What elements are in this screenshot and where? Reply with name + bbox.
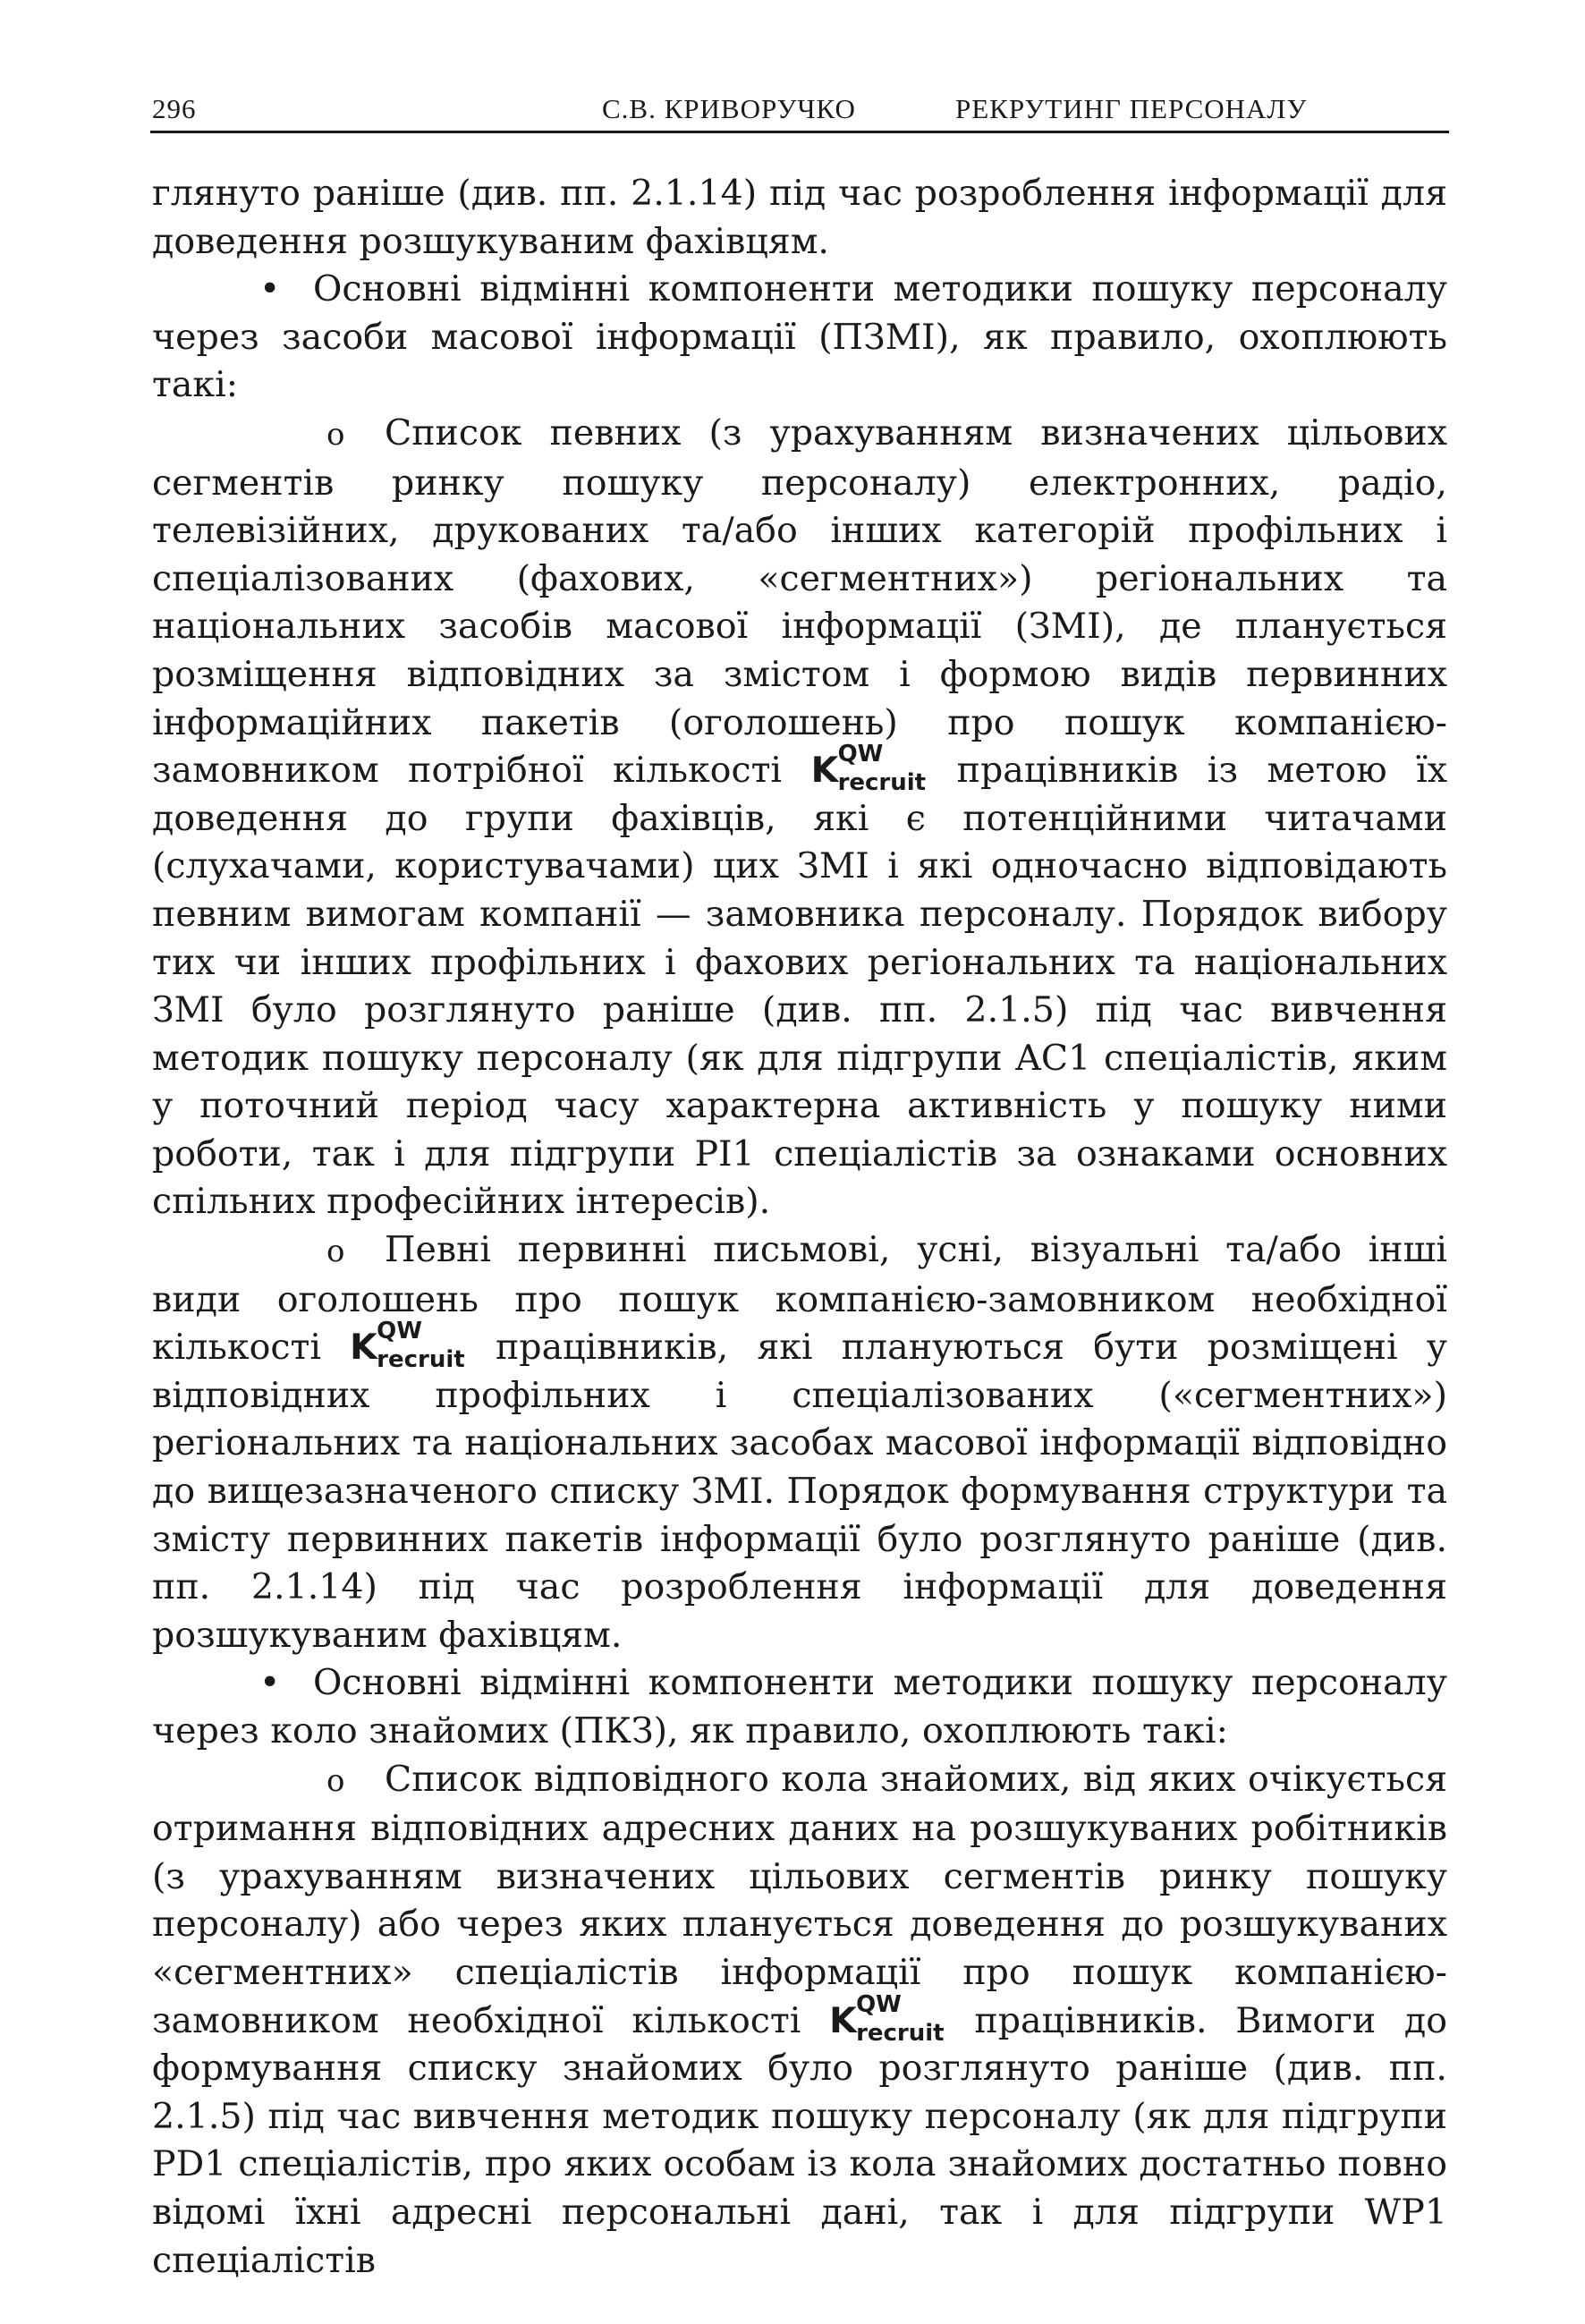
k-recruit-symbol: K QW recruit: [350, 1318, 465, 1374]
sub-bullet-mark: o: [326, 1762, 345, 1799]
header-book-title: РЕКРУТИНГ ПЕРСОНАЛУ: [955, 93, 1308, 124]
sub-bullet-mark: o: [326, 416, 345, 453]
paragraph-continuation: глянуто раніше (див. пп. 2.1.14) під час розроблення інформації для доведення розшукуваним фахівцям.: [152, 173, 1447, 262]
k-recruit-symbol: K QW recruit: [829, 1990, 945, 2047]
bullet-mark: •: [259, 1662, 281, 1704]
bullet-mark: •: [259, 268, 281, 310]
k-recruit-symbol: K QW recruit: [810, 741, 927, 797]
sub-bullet-acquaintance-list: o Список відповідного кола знайомих, від яких очікується отримання відповідних адресних даних на розшукуваних робітників (з урахуванням визначених цільових сегментів ринку пошуку персоналу) або через яких планується доведення до розшукуваних «сегментних» спеціалістів інформації про пошук компанією-замовником необхідної кількості K QW recruit працівників. Вимоги до формування списку знайомих було розглянуто раніше (див. пп. 2.1.5) під час вивчення методик пошуку персоналу (як для підгрупи PD1 спеціалістів, про яких особам із кола знайомих достатньо повно відомі їхні адресні персональні дані, так і для підгрупи WP1 спеціалістів: [152, 1758, 1447, 2281]
bullet-paragraph-media: • Основні відмінні компоненти методики пошуку персоналу через засоби масової інформації (ПЗМІ), як правило, охоплюють такі:: [152, 266, 1447, 410]
bullet-paragraph-acquaintances: • Основні відмінні компоненти методики пошуку персоналу через коло знайомих (ПКЗ), як правило, охоплюють такі:: [152, 1659, 1447, 1755]
page-number: 296: [152, 93, 197, 124]
body-text: [152, 170, 1447, 2285]
sub-bullet-mark: o: [326, 1234, 345, 1270]
header-author: С.В. КРИВОРУЧКО: [602, 93, 856, 124]
sub-bullet-media-list: o Список певних (з урахуванням визначених цільових сегментів ринку пошуку персоналу) електронних, радіо, телевізійних, друкованих та/або інших категорій профільних і спеціалізованих (фахових, «сегментних») регіональних та національних засобів масової інформації (ЗМІ), де планується розміщення відповідних за змістом і формою видів первинних інформаційних пакетів (оголошень) про пошук компанією-замовником потрібної кількості K QW recruit працівників із метою їх доведення до групи фахівців, які є потенційними читачами (слухачами, користувачами) цих ЗМІ і які одночасно відповідають певним вимогам компанії — замовника персоналу. Порядок вибору тих чи інших профільних і фахових регіональних та національних ЗМІ було розглянуто раніше (див. пп. 2.1.5) під час вивчення методик пошуку персоналу (як для підгрупи AC1 спеціалістів, яким у поточний період часу характерна активність у пошуку ними роботи, так і для підгрупи PI1 спеціалістів за ознаками основних спільних професійних інтересів).: [152, 411, 1447, 1223]
sub-bullet-announcements: o Певні первинні письмові, усні, візуальні та/або інші види оголошень про пошук компанією-замовником необхідної кількості K QW recruit працівників, які плануються бути розміщені у відповідних профільних і спеціалізованих («сегментних») регіональних та національних засобах масової інформації відповідно до вищезазначеного списку ЗМІ. Порядок формування структури та змісту первинних пакетів інформації було розглянуто раніше (див. пп. 2.1.14) під час розроблення інформації для доведення розшукуваним фахівцям.: [152, 1229, 1448, 1656]
running-header: [150, 86, 1449, 133]
